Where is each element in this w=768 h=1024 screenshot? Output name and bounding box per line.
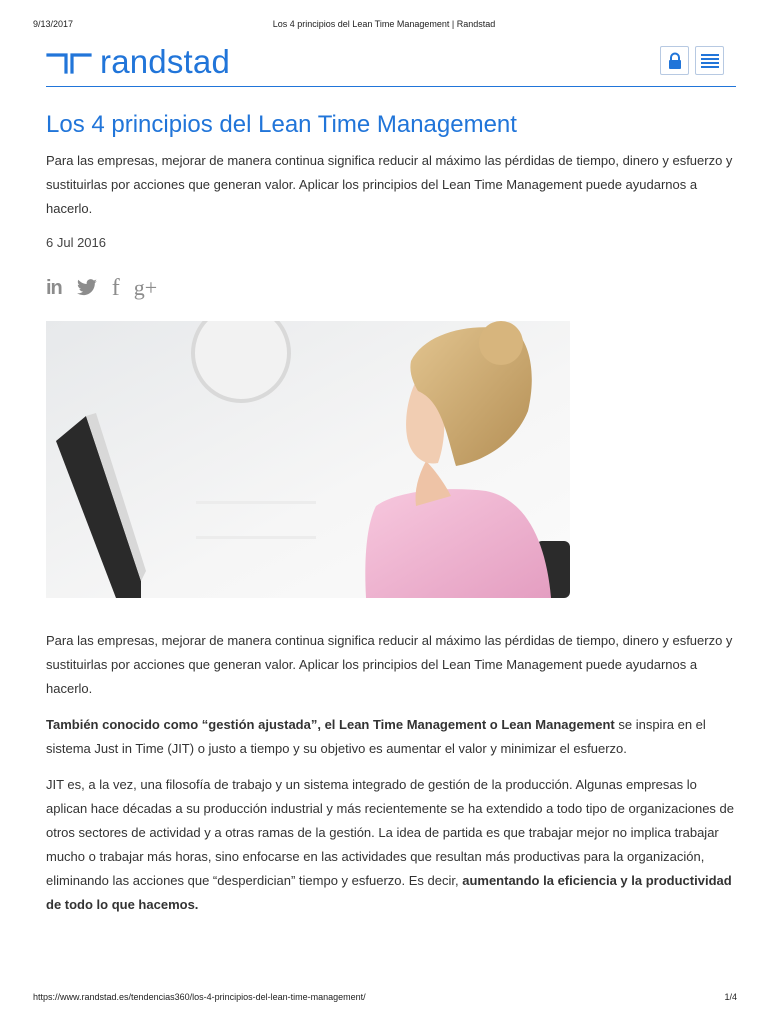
lock-icon (667, 52, 683, 70)
twitter-icon[interactable] (76, 279, 98, 297)
menu-button[interactable] (695, 46, 724, 75)
article-date: 6 Jul 2016 (46, 235, 106, 250)
paragraph-3-bold: aumentando la eficiencia y la productividad de todo lo que hacemos. (46, 873, 732, 912)
paragraph-2-text: se inspira en el sistema Just in Time (JIT) o justo a tiempo y su objetivo es aumentar el valor y minimizar el esfuerzo. (46, 717, 706, 756)
site-header (46, 40, 736, 87)
logo-text: randstad (100, 43, 231, 80)
randstad-logo-icon (46, 50, 92, 74)
paragraph-2-bold: También conocido como “gestión ajustada”, el Lean Time Management o Lean Management (46, 717, 615, 732)
article-hero-image (46, 321, 570, 598)
menu-icon (701, 54, 719, 68)
paragraph-3-text: JIT es, a la vez, una filosofía de trabajo y un sistema integrado de gestión de la producción. Algunas empresas lo aplican hace décadas a su producción industrial y más recientemente se ha extendido a todo tipo de organizaciones de otros sectores de actividad y a otras ramas de la gestión. La idea de partida es que trabajar mejor no implica trabajar mucho o trabajar más horas, sino enfocarse en las actividades que resultan más productivas para la organización, eliminando las acciones que “desperdician” tiempo y esfuerzo. Es decir, (46, 777, 734, 888)
article-lead: Para las empresas, mejorar de manera continua significa reducir al máximo las pérdidas de tiempo, dinero y esfuerzo y sustituirlas por acciones que generan valor. Aplicar los principios del Lean Time Management puede ayudarnos a hacerlo. (46, 153, 733, 216)
print-title: Los 4 principios del Lean Time Management | Randstad (272, 19, 496, 29)
article-title: Los 4 principios del Lean Time Management (46, 111, 517, 138)
article-paragraph-1: Para las empresas, mejorar de manera continua significa reducir al máximo las pérdidas de tiempo, dinero y esfuerzo y sustituirlas por acciones que generan valor. Aplicar los principios del Lean Time Management puede ayudarnos a hacerlo. (46, 633, 733, 696)
login-button[interactable] (660, 46, 689, 75)
print-date: 9/13/2017 (33, 19, 74, 29)
article-paragraph-3 (46, 773, 736, 917)
randstad-logo[interactable] (46, 42, 230, 82)
page-url: https://www.randstad.es/tendencias360/los-4-principios-del-lean-time-management/ (33, 992, 366, 1002)
share-bar (46, 272, 157, 304)
googleplus-icon[interactable]: g+ (133, 275, 158, 300)
article-paragraph-2 (46, 713, 736, 761)
linkedin-icon[interactable]: in (46, 277, 62, 299)
page-number: 1/4 (724, 992, 737, 1002)
facebook-icon[interactable]: f (111, 275, 120, 301)
print-header (0, 0, 768, 29)
